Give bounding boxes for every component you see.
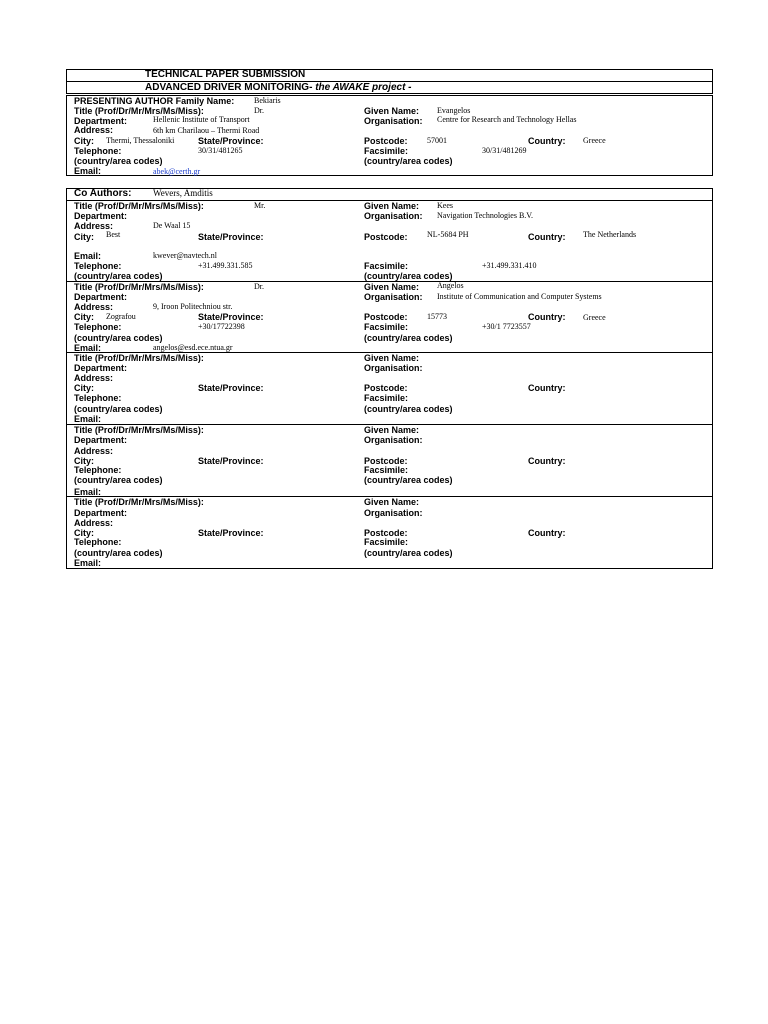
coauthor1-given-label: Given Name: — [364, 201, 420, 211]
presenting-country-label: Country: — [528, 136, 566, 146]
coauthor2-title-label: Title (Prof/Dr/Mr/Mrs/Ms/Miss): — [74, 282, 204, 292]
coauthor3-department-label: Department: — [74, 363, 128, 373]
coauthor1-organisation: Navigation Technologies B.V. — [437, 211, 534, 220]
coauthor3-given-label: Given Name: — [364, 353, 420, 363]
presenting-title: Dr. — [254, 106, 264, 115]
coauthor3-telephone-label: Telephone: — [74, 393, 122, 403]
coauthor1-country-label: Country: — [528, 232, 566, 242]
presenting-organisation: Centre for Research and Technology Hellas — [437, 115, 577, 124]
coauthor4-city-label: City: — [74, 456, 94, 466]
coauthor2-given-label: Given Name: — [364, 282, 420, 292]
coauthor2-state-label: State/Province: — [198, 312, 264, 322]
presenting-organisation-label: Organisation: — [364, 116, 423, 126]
coauthor5-organisation-label: Organisation: — [364, 508, 423, 518]
coauthor3-state-label: State/Province: — [198, 383, 264, 393]
coauthor5-given-label: Given Name: — [364, 497, 420, 507]
coauthor2-address: 9, Iroon Politechniou str. — [153, 302, 233, 311]
presenting-email-label: Email: — [74, 166, 102, 176]
presenting-department: Hellenic Institute of Transport — [153, 115, 250, 124]
presenting-tel-codes-label: (country/area codes) — [74, 156, 163, 166]
presenting-given-label: Given Name: — [364, 106, 420, 116]
coauthor1-city-label: City: — [74, 232, 94, 242]
coauthor1-email: kwever@navtech.nl — [153, 251, 218, 260]
coauthor5-email-label: Email: — [74, 558, 102, 568]
form-heading: TECHNICAL PAPER SUBMISSION — [145, 69, 306, 80]
coauthor4-facsimile-label: Facsimile: — [364, 465, 409, 475]
coauthor1-title: Mr. — [254, 201, 266, 210]
coauthor1-facsimile: +31.499.331.410 — [482, 261, 537, 270]
coauthor2-postcode: 15773 — [427, 312, 447, 321]
presenting-country: Greece — [583, 136, 606, 145]
coauthor3-title-label: Title (Prof/Dr/Mr/Mrs/Ms/Miss): — [74, 353, 204, 363]
coauthor1-postcode: NL-5684 PH — [427, 230, 469, 239]
coauthor1-telephone-label: Telephone: — [74, 261, 122, 271]
presenting-telephone-label: Telephone: — [74, 146, 122, 156]
coauthor5-address-label: Address: — [74, 518, 114, 528]
coauthor3-city-label: City: — [74, 383, 94, 393]
coauthor4-department-label: Department: — [74, 435, 128, 445]
coauthor2-address-label: Address: — [74, 302, 114, 312]
presenting-telephone: 30/31/481265 — [198, 146, 243, 155]
coauthor4-fax-codes-label: (country/area codes) — [364, 475, 453, 485]
coauthor1-telephone: +31.499.331.585 — [198, 261, 253, 270]
coauthor4-tel-codes-label: (country/area codes) — [74, 475, 163, 485]
coauthor2-email: angelos@esd.ece.ntua.gr — [153, 343, 233, 352]
coauthor4-given-label: Given Name: — [364, 425, 420, 435]
coauthor1-organisation-label: Organisation: — [364, 211, 423, 221]
coauthor3-postcode-label: Postcode: — [364, 383, 408, 393]
coauthor5-postcode-label: Postcode: — [364, 528, 408, 538]
coauthor5-country-label: Country: — [528, 528, 566, 538]
coauthor2-city-label: City: — [74, 312, 94, 322]
presenting-city-label: City: — [74, 136, 94, 146]
coauthor1-department-label: Department: — [74, 211, 128, 221]
coauthor4-state-label: State/Province: — [198, 456, 264, 466]
coauthor3-country-label: Country: — [528, 383, 566, 393]
presenting-state-label: State/Province: — [198, 136, 264, 146]
coauthor5-telephone-label: Telephone: — [74, 537, 122, 547]
coauthor1-address: De Waal 15 — [153, 221, 191, 230]
coauthor2-city: Zografou — [106, 312, 136, 321]
coauthor2-telephone: +30/17722398 — [198, 322, 245, 331]
coauthor3-organisation-label: Organisation: — [364, 363, 423, 373]
coauthor1-title-label: Title (Prof/Dr/Mr/Mrs/Ms/Miss): — [74, 201, 204, 211]
coauthor2-country: Greece — [583, 313, 606, 322]
coauthor1-city: Best — [106, 230, 121, 239]
presenting-facsimile-label: Facsimile: — [364, 146, 409, 156]
coauthor5-title-label: Title (Prof/Dr/Mr/Mrs/Ms/Miss): — [74, 497, 204, 507]
presenting-address-label: Address: — [74, 125, 114, 135]
co-authors-label: Co Authors: — [74, 188, 132, 199]
presenting-email-link[interactable]: abek@certh.gr — [153, 167, 201, 176]
coauthor1-email-label: Email: — [74, 251, 102, 261]
coauthor4-telephone-label: Telephone: — [74, 465, 122, 475]
coauthor3-email-label: Email: — [74, 414, 102, 424]
coauthor1-tel-codes-label: (country/area codes) — [74, 271, 163, 281]
coauthor5-fax-codes-label: (country/area codes) — [364, 548, 453, 558]
coauthor2-department-label: Department: — [74, 292, 128, 302]
coauthor5-city-label: City: — [74, 528, 94, 538]
presenting-city: Thermi, Thessaloniki — [106, 136, 175, 145]
coauthor2-facsimile: +30/1 7723557 — [482, 322, 531, 331]
coauthor2-facsimile-label: Facsimile: — [364, 322, 409, 332]
presenting-fax-codes-label: (country/area codes) — [364, 156, 453, 166]
presenting-given-name: Evangelos — [437, 106, 471, 115]
presenting-postcode-label: Postcode: — [364, 136, 408, 146]
presenting-postcode: 57001 — [427, 136, 447, 145]
coauthor4-title-label: Title (Prof/Dr/Mr/Mrs/Ms/Miss): — [74, 425, 204, 435]
presenting-family-label: PRESENTING AUTHOR Family Name: — [74, 96, 235, 106]
coauthor1-postcode-label: Postcode: — [364, 232, 408, 242]
coauthor4-postcode-label: Postcode: — [364, 456, 408, 466]
coauthor5-department-label: Department: — [74, 508, 128, 518]
coauthor1-facsimile-label: Facsimile: — [364, 261, 409, 271]
presenting-title-label: Title (Prof/Dr/Mr/Mrs/Ms/Miss): — [74, 106, 204, 116]
coauthor4-country-label: Country: — [528, 456, 566, 466]
paper-title: ADVANCED DRIVER MONITORING- the AWAKE project - — [145, 82, 412, 93]
coauthor2-given-name: Angelos — [437, 281, 464, 290]
coauthor5-facsimile-label: Facsimile: — [364, 537, 409, 547]
coauthor2-telephone-label: Telephone: — [74, 322, 122, 332]
coauthor2-title: Dr. — [254, 282, 264, 291]
coauthor2-organisation: Institute of Communication and Computer Systems — [437, 292, 602, 301]
coauthor4-address-label: Address: — [74, 446, 114, 456]
presenting-facsimile: 30/31/481269 — [482, 146, 527, 155]
co-authors-names: Wevers, Amditis — [153, 188, 213, 198]
coauthor5-state-label: State/Province: — [198, 528, 264, 538]
coauthor5-tel-codes-label: (country/area codes) — [74, 548, 163, 558]
coauthor1-state-label: State/Province: — [198, 232, 264, 242]
coauthor4-organisation-label: Organisation: — [364, 435, 423, 445]
coauthor3-address-label: Address: — [74, 373, 114, 383]
coauthor1-given-name: Kees — [437, 201, 453, 210]
coauthor3-tel-codes-label: (country/area codes) — [74, 404, 163, 414]
coauthor2-fax-codes-label: (country/area codes) — [364, 333, 453, 343]
coauthor2-country-label: Country: — [528, 312, 566, 322]
presenting-address: 6th km Charilaou – Thermi Road — [153, 126, 260, 135]
coauthor1-fax-codes-label: (country/area codes) — [364, 271, 453, 281]
coauthor3-fax-codes-label: (country/area codes) — [364, 404, 453, 414]
presenting-department-label: Department: — [74, 116, 128, 126]
coauthor1-address-label: Address: — [74, 221, 114, 231]
coauthor1-country: The Netherlands — [583, 230, 637, 239]
coauthor2-email-label: Email: — [74, 343, 102, 353]
coauthor2-tel-codes-label: (country/area codes) — [74, 333, 163, 343]
coauthor4-email-label: Email: — [74, 487, 102, 497]
coauthor2-postcode-label: Postcode: — [364, 312, 408, 322]
coauthor2-organisation-label: Organisation: — [364, 292, 423, 302]
presenting-family-name: Bekiaris — [254, 96, 281, 105]
coauthor3-facsimile-label: Facsimile: — [364, 393, 409, 403]
